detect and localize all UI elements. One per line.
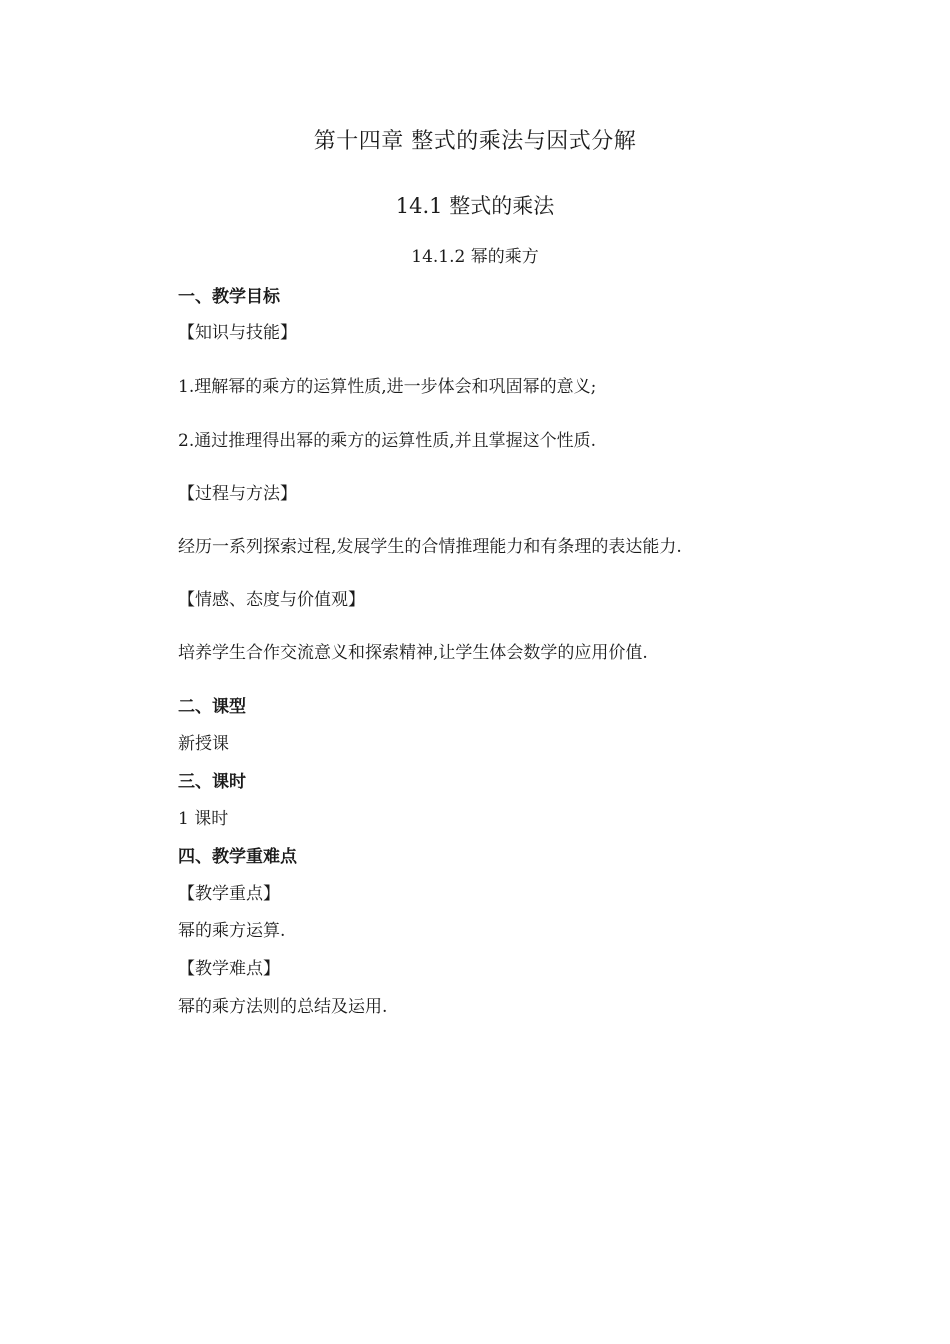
focus-text: 幂的乘方运算.	[178, 921, 286, 941]
knowledge-item-1: 1.理解幂的乘方的运算性质,进一步体会和巩固幂的意义;	[178, 377, 597, 397]
process-text: 经历一系列探索过程,发展学生的合情推理能力和有条理的表达能力.	[178, 537, 682, 557]
difficulty-label: 【教学难点】	[178, 959, 280, 979]
periods-heading: 三、课时	[178, 772, 246, 792]
periods-text: 1 课时	[178, 809, 229, 829]
focus-label: 【教学重点】	[178, 884, 280, 904]
attitude-label: 【情感、态度与价值观】	[178, 590, 365, 610]
objectives-heading: 一、教学目标	[178, 287, 280, 307]
key-points-heading: 四、教学重难点	[178, 847, 297, 867]
lesson-type-heading: 二、课型	[178, 697, 246, 717]
chapter-title: 第十四章 整式的乘法与因式分解	[313, 129, 637, 154]
subsection-title: 14.1.2 幂的乘方	[411, 247, 539, 267]
attitude-text: 培养学生合作交流意义和探索精神,让学生体会数学的应用价值.	[178, 643, 648, 663]
knowledge-item-2: 2.通过推理得出幂的乘方的运算性质,并且掌握这个性质.	[178, 431, 597, 451]
lesson-type-text: 新授课	[178, 734, 229, 754]
section-title: 14.1 整式的乘法	[395, 194, 555, 218]
process-label: 【过程与方法】	[178, 484, 297, 504]
difficulty-text: 幂的乘方法则的总结及运用.	[178, 997, 388, 1017]
knowledge-label: 【知识与技能】	[178, 323, 297, 343]
